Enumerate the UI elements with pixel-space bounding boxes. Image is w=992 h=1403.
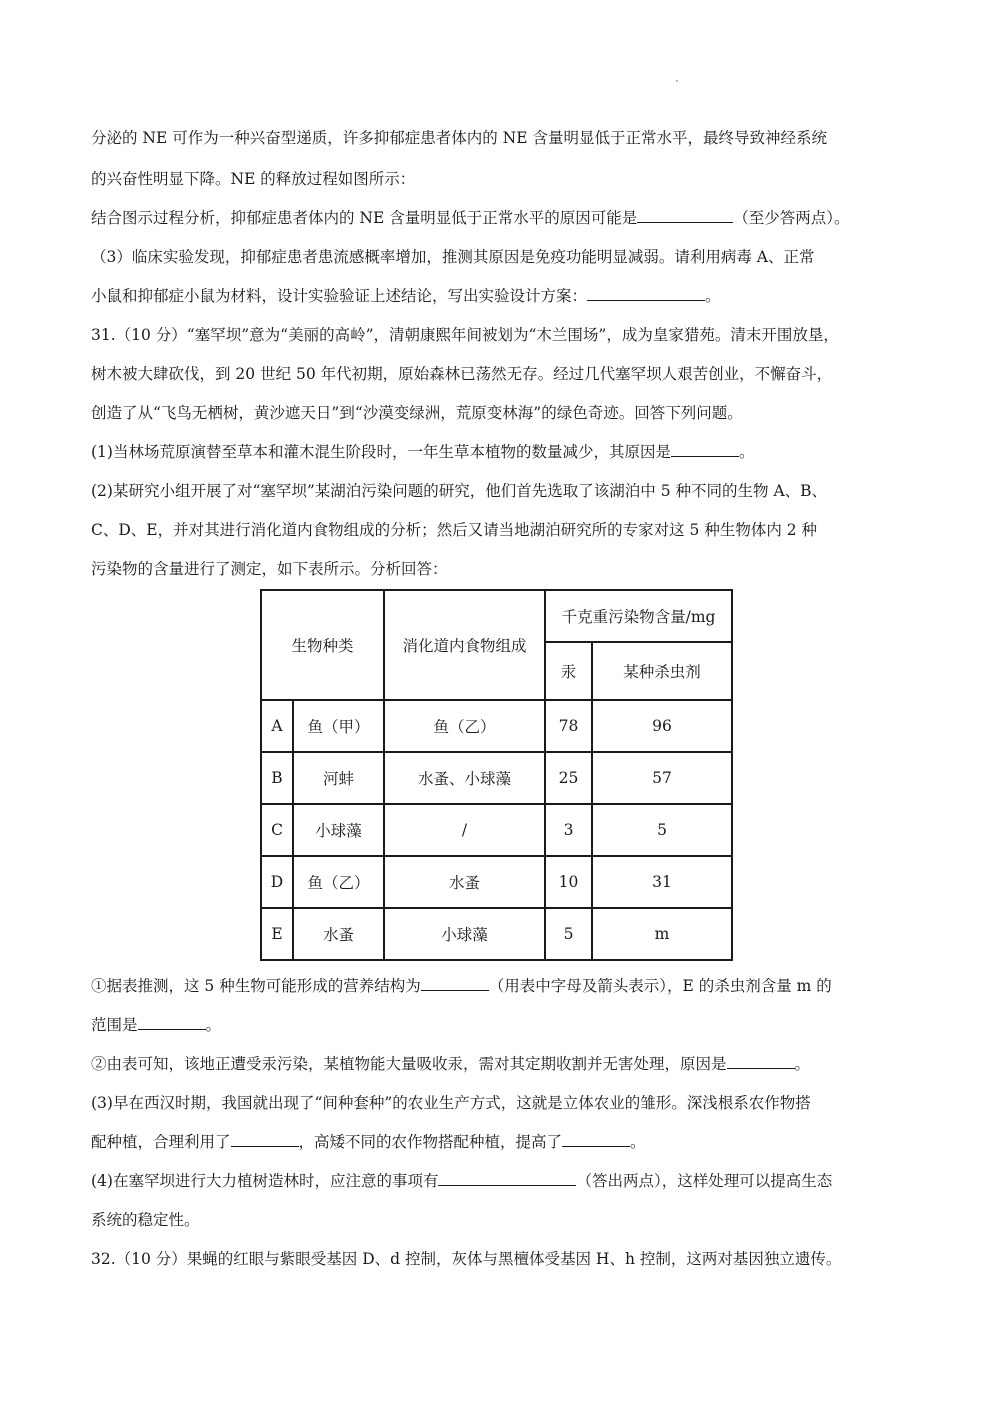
para-line-8: 创造了从“飞鸟无栖树，黄沙遮天日”到“沙漠变绿洲，荒原变林海”的绿色奇迹。回答下列问题。	[91, 404, 743, 422]
para-line-20: 32.（10 分）果蝇的红眼与紫眼受基因 D、d 控制，灰体与黑檀体受基因 H、h 控制，这两对基因独立遗传。	[91, 1250, 842, 1268]
para-line-17	[91, 1132, 646, 1152]
text-seg: ①据表推测，这 5 种生物可能形成的营养结构为	[91, 977, 421, 995]
header-food: 消化道内食物组成	[384, 590, 545, 700]
answer-blank	[587, 286, 705, 301]
table-row	[261, 700, 732, 752]
cell-id: A	[261, 700, 293, 752]
answer-blank	[421, 976, 489, 991]
text-seg: 。	[205, 1016, 222, 1034]
cell-mercury: 25	[545, 752, 592, 804]
cell-pesticide: 5	[592, 804, 732, 856]
para-line-15	[91, 1054, 810, 1074]
header-mercury: 汞	[545, 642, 592, 700]
cell-pesticide: 96	[592, 700, 732, 752]
para-line-6: 31.（10 分）“塞罕坝”意为“美丽的高岭”，清朝康熙年间被划为“木兰围场”，成为皇家猎苑。清末开围放垦，	[91, 326, 839, 344]
para-line-19: 系统的稳定性。	[91, 1211, 200, 1229]
cell-pesticide: 31	[592, 856, 732, 908]
answer-blank	[671, 442, 739, 457]
table-row	[261, 804, 732, 856]
para-line-3	[91, 208, 850, 228]
cell-id: B	[261, 752, 293, 804]
cell-id: D	[261, 856, 293, 908]
cell-mercury: 78	[545, 700, 592, 752]
answer-blank	[138, 1015, 206, 1030]
header-species: 生物种类	[261, 590, 384, 700]
answer-blank	[231, 1132, 299, 1147]
text-seg: 。	[794, 1055, 811, 1073]
para-line-2: 的兴奋性明显下降。NE 的释放过程如图所示：	[91, 170, 416, 188]
header-pollutant: 千克重污染物含量/mg	[545, 590, 732, 642]
answer-blank	[727, 1054, 795, 1069]
para-line-10: (2)某研究小组开展了对“塞罕坝”某湖泊污染问题的研究，他们首先选取了该湖泊中 5 种不同的生物 A、B、	[91, 482, 828, 500]
para-line-1: 分泌的 NE 可作为一种兴奋型递质，许多抑郁症患者体内的 NE 含量明显低于正常水平，最终导致神经系统	[91, 129, 827, 147]
text-seg: (1)当林场荒原演替至草本和灌木混生阶段时，一年生草本植物的数量减少，其原因是	[91, 443, 671, 461]
cell-name: 小球藻	[293, 804, 384, 856]
cell-name: 河蚌	[293, 752, 384, 804]
text-seg: (4)在塞罕坝进行大力植树造林时，应注意的事项有	[91, 1172, 439, 1190]
para-line-14	[91, 1015, 221, 1035]
para-line-7: 树木被大肆砍伐，到 20 世纪 50 年代初期，原始森林已荡然无存。经过几代塞罕坝人艰苦创业，不懈奋斗，	[91, 365, 833, 383]
text-seg: ②由表可知，该地正遭受汞污染，某植物能大量吸收汞，需对其定期收割并无害处理，原因是	[91, 1055, 727, 1073]
cell-food: 小球藻	[384, 908, 545, 960]
para-line-18	[91, 1171, 832, 1191]
cell-food: 水蚤	[384, 856, 545, 908]
answer-blank	[637, 208, 733, 223]
cell-name: 水蚤	[293, 908, 384, 960]
cell-mercury: 5	[545, 908, 592, 960]
table-row	[261, 752, 732, 804]
text-seg: 。	[738, 443, 755, 461]
para-line-13	[91, 976, 832, 996]
table-row	[261, 856, 732, 908]
para-line-11: C、D、E，并对其进行消化道内食物组成的分析；然后又请当地湖泊研究所的专家对这 5 种生物体内 2 种	[91, 521, 818, 539]
table-row	[261, 908, 732, 960]
scan-dot	[676, 80, 678, 82]
text-seg: 配种植，合理利用了	[91, 1133, 231, 1151]
para-line-4: （3）临床实验发现，抑郁症患者患流感概率增加，推测其原因是免疫功能明显减弱。请利用病毒 A、正常	[91, 248, 815, 266]
header-pesticide: 某种杀虫剂	[592, 642, 732, 700]
cell-food: 鱼（乙）	[384, 700, 545, 752]
text-seg: 小鼠和抑郁症小鼠为材料，设计实验验证上述结论，写出实验设计方案：	[91, 287, 588, 305]
text-seg: 结合图示过程分析，抑郁症患者体内的 NE 含量明显低于正常水平的原因可能是	[91, 209, 638, 227]
para-line-16: (3)早在西汉时期，我国就出现了“间种套种”的农业生产方式，这就是立体农业的雏形。深浅根系农作物搭	[91, 1094, 811, 1112]
text-seg: 。	[630, 1133, 646, 1151]
cell-name: 鱼（甲）	[293, 700, 384, 752]
text-seg: （至少答两点）。	[733, 209, 850, 227]
cell-id: E	[261, 908, 293, 960]
cell-food: /	[384, 804, 545, 856]
para-line-9	[91, 442, 754, 462]
cell-mercury: 3	[545, 804, 592, 856]
text-seg: ，高矮不同的农作物搭配种植，提高了	[298, 1133, 563, 1151]
text-seg: （用表中字母及箭头表示），E 的杀虫剂含量 m 的	[488, 977, 832, 995]
cell-id: C	[261, 804, 293, 856]
para-line-5	[91, 286, 721, 306]
cell-food: 水蚤、小球藻	[384, 752, 545, 804]
text-seg: 范围是	[91, 1016, 138, 1034]
pollutant-table	[260, 589, 733, 961]
answer-blank	[438, 1171, 576, 1186]
cell-mercury: 10	[545, 856, 592, 908]
para-line-12: 污染物的含量进行了测定，如下表所示。分析回答：	[91, 560, 448, 578]
cell-pesticide: m	[592, 908, 732, 960]
cell-name: 鱼（乙）	[293, 856, 384, 908]
answer-blank	[562, 1132, 630, 1147]
text-seg: （答出两点），这样处理可以提高生态	[576, 1172, 833, 1190]
text-seg: 。	[705, 287, 721, 305]
cell-pesticide: 57	[592, 752, 732, 804]
